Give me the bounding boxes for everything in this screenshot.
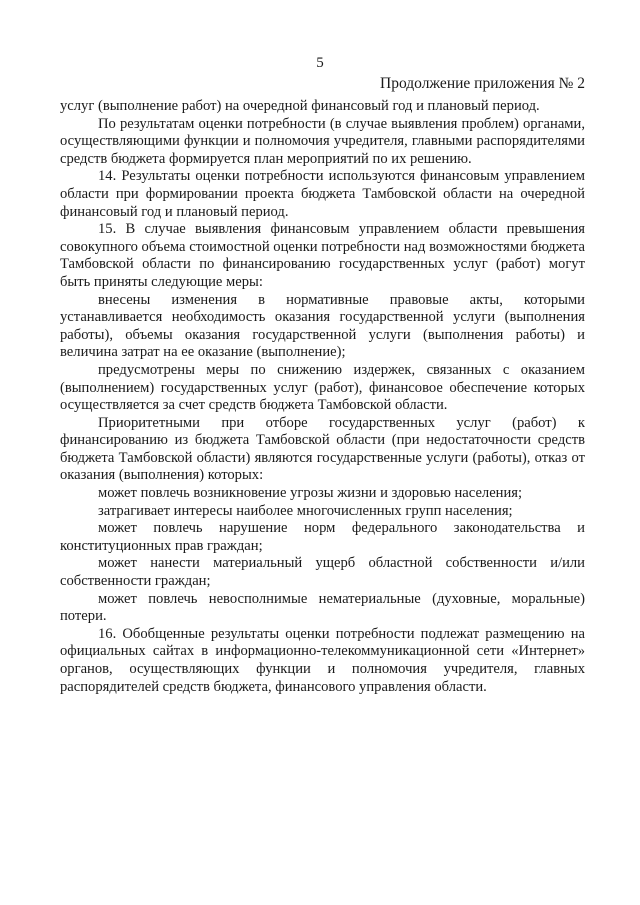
paragraph-continuation: услуг (выполнение работ) на очередной финансовый год и плановый период. bbox=[60, 98, 540, 114]
appendix-note: Продолжение приложения № 2 bbox=[380, 75, 585, 92]
paragraph-item-15: 15. В случае выявления финансовым управлением области превышения совокупного объема стоимостной оценки потребности над возможностями бюджета Тамбовской области по финансированию государственных услуг (работ) могут быть приняты следующие меры: bbox=[60, 221, 585, 290]
page-number: 5 bbox=[316, 55, 324, 71]
list-item-intangible-losses: может повлечь невосполнимые нематериальные (духовные, моральные) потери. bbox=[60, 590, 585, 625]
document-body bbox=[60, 98, 585, 696]
paragraph-action-plan: По результатам оценки потребности (в случае выявления проблем) органами, осуществляющими функции и полномочия учредителя, главными распорядителями средств бюджета формируется план мероприятий по их решению. bbox=[60, 115, 585, 167]
list-item-federal-law: может повлечь нарушение норм федерального законодательства и конституционных прав граждан; bbox=[60, 520, 585, 554]
paragraph-item-16: 16. Обобщенные результаты оценки потребности подлежат размещению на официальных сайтах в информационно-телекоммуникационной сети «Интернет» органов, осуществляющих функции и полномочия учредителя, главных распорядителей средств бюджета, финансового управления области. bbox=[60, 625, 585, 695]
paragraph-measure-cost-reduction: предусмотрены меры по снижению издержек, связанных с оказанием (выполнением) государственных услуг (работ), финансовое обеспечение которых осуществляется за счет средств бюджета Тамбовской области. bbox=[60, 361, 585, 414]
paragraph-item-14: 14. Результаты оценки потребности используются финансовым управлением области при формировании проекта бюджета Тамбовской области на очередной финансовый год и плановый период. bbox=[60, 168, 585, 220]
paragraph-priority-services: Приоритетными при отборе государственных услуг (работ) к финансированию из бюджета Тамбовской области (при недостаточности средств бюджета Тамбовской области) являются государственные услуги (работы), отказ от оказания (выполнения) которых: bbox=[60, 414, 585, 484]
list-item-material-damage: может нанести материальный ущерб областной собственности и/или собственности граждан; bbox=[60, 555, 585, 590]
paragraph-measure-legal-acts: внесены изменения в нормативные правовые акты, которыми устанавливается необходимость оказания государственной услуги (выполнения работы), объемы оказания государственной услуги (выполнения работы) и величина затрат на ее оказание (выполнение); bbox=[60, 291, 585, 361]
list-item-population-interests: затрагивает интересы наиболее многочисленных групп населения; bbox=[98, 502, 513, 519]
list-item-threat-to-life: может повлечь возникновение угрозы жизни и здоровью населения; bbox=[98, 485, 523, 502]
